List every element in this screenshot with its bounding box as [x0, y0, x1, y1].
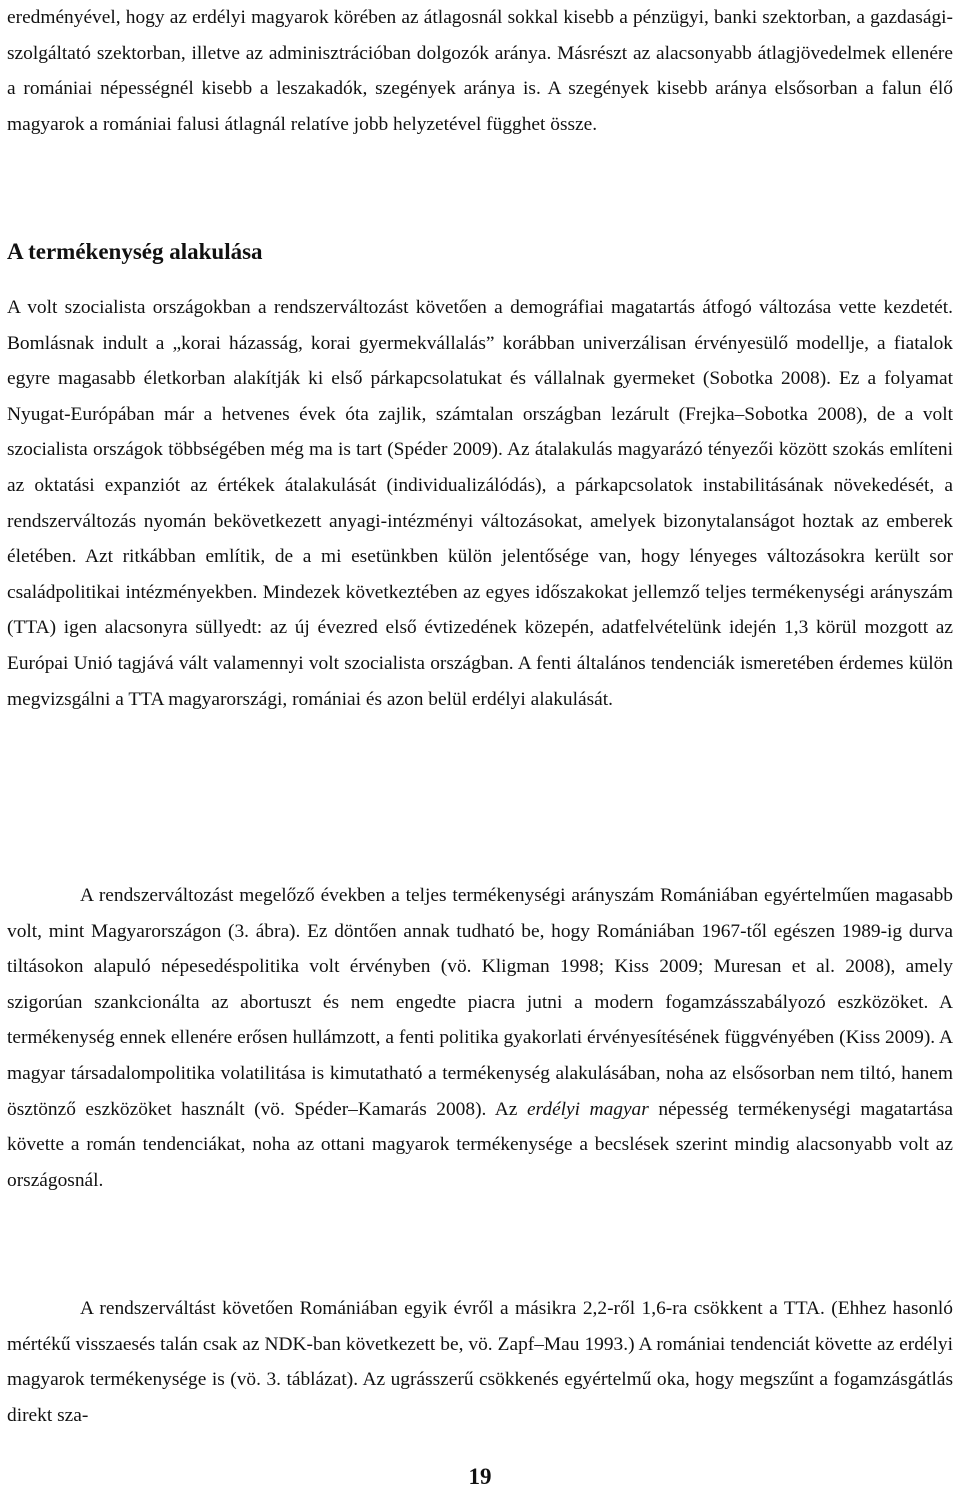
paragraph-pre-transition	[7, 878, 953, 1198]
intro-paragraph: eredményével, hogy az erdélyi magyarok körében az átlagosnál sokkal kisebb a pénzügyi, banki szektorban, a gazdasági-szolgáltató szektorban, illetve az adminisztrációban dolgozók aránya. Másrészt az alacsonyabb átlagjövedelmek ellenére a romániai népességnél kisebb a leszakadók, szegények aránya is. A szegények kisebb aránya elsősorban a falun élő magyarok a romániai falusi átlagnál relatíve jobb helyzetével függhet össze.	[7, 7, 953, 135]
paragraph-text-after-italic: népesség termékenységi magatartása követte a román tendenciákat, noha az ottani magyarok termékenysége a becslések szerint mindig alacsonyabb volt az országosnál.	[7, 1098, 953, 1191]
paragraph-text-before-italic: A rendszerváltozást megelőző években a teljes termékenységi arányszám Romániában egyértelműen magasabb volt, mint Magyarországon (3. ábra). Ez döntően annak tudható be, hogy Romániában 1967-től egészen 1989-ig durva tiltásokon alapuló népesedéspolitika volt érvényben (vö. Kligman 1998; Kiss 2009; Muresan et al. 2008), amely szigorúan szankcionálta az abortuszt és nem engedte piacra jutni a modern fogamzásszabályozó eszközöket. A termékenység ennek ellenére erősen hullámzott, a fenti politika gyakorlati érvényesítésének függvényében (Kiss 2009). A magyar társadalompolitika volatilitása is kimutatható a termékenység alakulásában, noha az elsősorban nem tiltó, hanem ösztönző eszközöket használt (vö. Spéder–Kamarás 2008). Az	[7, 885, 953, 1120]
paragraph-post-transition: A rendszerváltást követően Romániában egyik évről a másikra 2,2-ről 1,6-ra csökkent a TTA. (Ehhez hasonló mértékű visszaesés talán csak az NDK-ban következett be, vö. Zapf–Mau 1993.) A romániai tendenciát követte az erdélyi magyarok termékenysége is (vö. 3. táblázat). Az ugrásszerű csökkenés egyértelmű oka, hogy megszűnt a fogamzásgátlás direkt sza-	[7, 1298, 953, 1426]
paragraph-fertility-intro: A volt szocialista országokban a rendszerváltozást követően a demográfiai magatartás átfogó változása vette kezdetét. Bomlásnak indult a „korai házasság, korai gyermekvállalás” korábban univerzálisan érvényesülő modellje, a fiatalok egyre magasabb életkorban alakítják ki első párkapcsolatukat és vállalnak gyermeket (Sobotka 2008). Ez a folyamat Nyugat-Európában már a hetvenes évek óta zajlik, számtalan országban lezárult (Frejka–Sobotka 2008), de a volt szocialista országok többségében még ma is tart (Spéder 2009). Az átalakulás magyarázó tényezői között szokás említeni az oktatási expanziót az értékek átalakulását (individualizálódás), a párkapcsolatok instabilitásának növekedését, a rendszerváltozás nyomán bekövetkezett anyagi-intézményi változásokat, amelyek bizonytalanságot hoztak az emberek életében. Azt ritkábban említik, de a mi esetünkben külön jelentősége van, hogy lényeges változásokra került sor családpolitikai intézményekben. Mindezek következtében az egyes időszakokat jellemző teljes termékenységi arányszám (TTA) igen alacsonyra süllyedt: az új évezred első évtizedének közepén, adatfelvételünk idején 1,3 körül mozgott az Európai Unió tagjává vált valamennyi volt szocialista országban. A fenti általános tendenciák ismeretében érdemes külön megvizsgálni a TTA magyarországi, romániai és azon belül erdélyi alakulását.	[7, 297, 953, 710]
section-heading: A termékenység alakulása	[7, 239, 263, 264]
page-number: 19	[468, 1464, 492, 1489]
italic-phrase: erdélyi magyar	[526, 1098, 649, 1120]
